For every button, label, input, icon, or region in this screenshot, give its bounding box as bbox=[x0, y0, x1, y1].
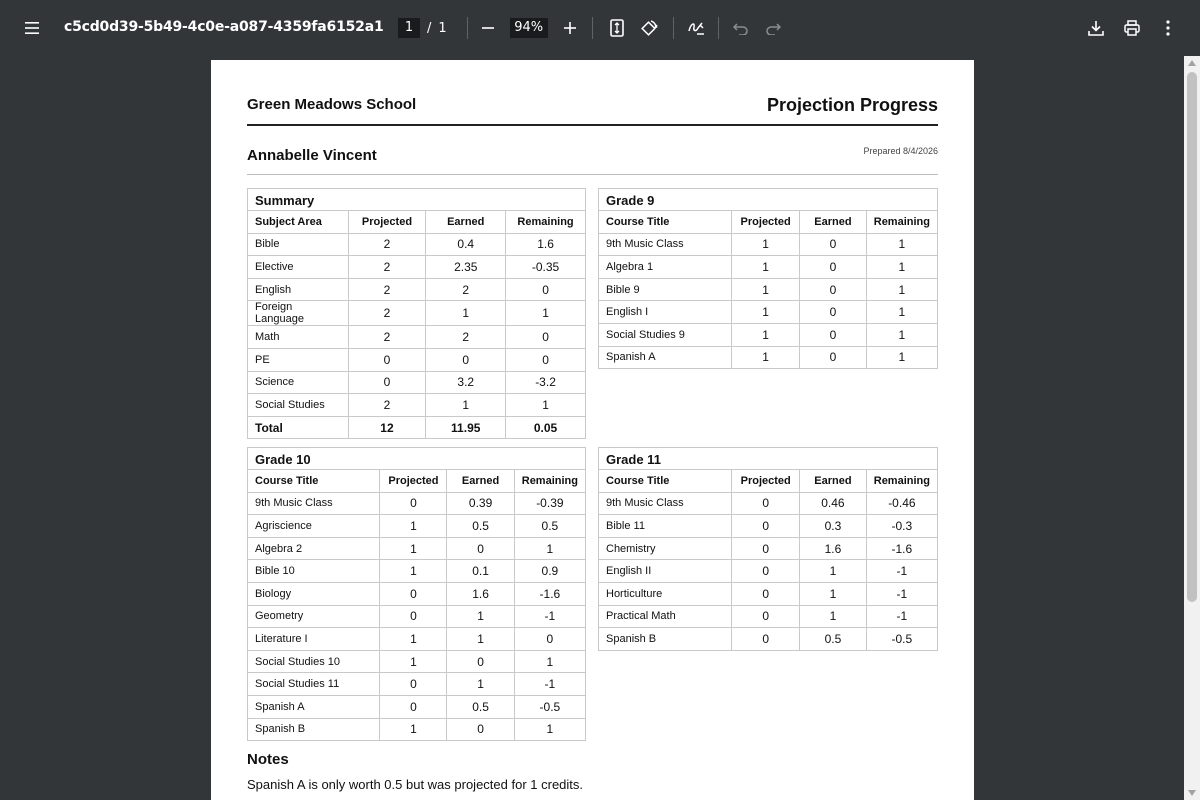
value-cell: 0 bbox=[800, 346, 867, 369]
row-label-cell: Spanish B bbox=[248, 718, 380, 741]
value-cell: 0 bbox=[800, 301, 867, 324]
table-caption: Grade 10 bbox=[247, 447, 586, 469]
value-cell: -1 bbox=[514, 673, 585, 696]
value-cell: 0 bbox=[447, 537, 514, 560]
value-cell: 1 bbox=[506, 301, 586, 326]
value-cell: 1 bbox=[380, 718, 447, 741]
document-title: c5cd0d39-5b49-4c0e-a087-4359fa6152a1 bbox=[64, 19, 384, 35]
row-label-cell: English I bbox=[599, 301, 732, 324]
value-cell: 0 bbox=[800, 233, 867, 256]
table-row bbox=[599, 346, 938, 369]
table-row bbox=[248, 582, 586, 605]
table-row bbox=[248, 256, 586, 279]
fit-page-icon[interactable] bbox=[605, 16, 629, 40]
zoom-in-icon[interactable] bbox=[558, 16, 582, 40]
value-cell: 1 bbox=[800, 605, 867, 628]
value-cell: 2 bbox=[348, 301, 426, 326]
row-label-cell: Agriscience bbox=[248, 515, 380, 538]
value-cell: 0 bbox=[800, 256, 867, 279]
table-row bbox=[248, 515, 586, 538]
value-cell: -1 bbox=[514, 605, 585, 628]
notes-heading: Notes bbox=[247, 751, 289, 768]
value-cell: 0.5 bbox=[447, 515, 514, 538]
table-row bbox=[248, 650, 586, 673]
row-label-cell: Elective bbox=[248, 256, 349, 279]
value-cell: 0 bbox=[348, 348, 426, 371]
value-cell: 0 bbox=[514, 628, 585, 651]
value-cell: 0 bbox=[426, 348, 506, 371]
value-cell: -0.5 bbox=[514, 695, 585, 718]
table-header-row bbox=[248, 211, 586, 234]
row-label-cell: Algebra 2 bbox=[248, 537, 380, 560]
value-cell: 0 bbox=[732, 628, 800, 651]
value-cell: 0 bbox=[380, 492, 447, 515]
table-row bbox=[599, 278, 938, 301]
value-cell: 0.4 bbox=[426, 233, 506, 256]
grade-9-table bbox=[598, 188, 938, 369]
redo-icon[interactable] bbox=[761, 16, 785, 40]
value-cell: 0 bbox=[800, 323, 867, 346]
column-header: Earned bbox=[800, 470, 867, 493]
column-header: Course Title bbox=[248, 470, 380, 493]
value-cell: 1 bbox=[732, 301, 800, 324]
value-cell: 2 bbox=[348, 233, 426, 256]
value-cell: 1.6 bbox=[447, 582, 514, 605]
value-cell: -1 bbox=[866, 560, 937, 583]
table-caption: Grade 11 bbox=[598, 447, 938, 469]
row-label-cell: 9th Music Class bbox=[248, 492, 380, 515]
value-cell: 0.46 bbox=[800, 492, 867, 515]
scroll-down-arrow-icon[interactable] bbox=[1188, 790, 1196, 796]
table-row bbox=[248, 605, 586, 628]
scrollbar-thumb[interactable] bbox=[1187, 72, 1197, 602]
value-cell: 1 bbox=[380, 515, 447, 538]
row-label-cell: Social Studies 10 bbox=[248, 650, 380, 673]
report-title: Projection Progress bbox=[766, 95, 938, 115]
value-cell: 0 bbox=[380, 673, 447, 696]
print-icon[interactable] bbox=[1120, 16, 1144, 40]
value-cell: 1 bbox=[514, 650, 585, 673]
value-cell: 0.3 bbox=[800, 515, 867, 538]
prepared-date: Prepared 8/4/2026 bbox=[863, 146, 938, 156]
value-cell: 1 bbox=[866, 233, 937, 256]
value-cell: 0.9 bbox=[514, 560, 585, 583]
value-cell: -1 bbox=[866, 582, 937, 605]
value-cell: 1 bbox=[514, 718, 585, 741]
column-header: Earned bbox=[800, 211, 867, 234]
table-row bbox=[599, 233, 938, 256]
value-cell: 1 bbox=[866, 278, 937, 301]
page-separator: / bbox=[427, 20, 432, 36]
value-cell: -0.3 bbox=[866, 515, 937, 538]
value-cell: 1 bbox=[426, 394, 506, 417]
value-cell: 1 bbox=[380, 560, 447, 583]
value-cell: 0.05 bbox=[506, 416, 586, 439]
page-controls bbox=[398, 0, 785, 56]
download-icon[interactable] bbox=[1084, 16, 1108, 40]
toolbar-divider bbox=[718, 17, 719, 39]
value-cell: 1 bbox=[514, 537, 585, 560]
table-row bbox=[248, 673, 586, 696]
column-header: Projected bbox=[380, 470, 447, 493]
table-row bbox=[248, 348, 586, 371]
value-cell: 0 bbox=[380, 695, 447, 718]
column-header: Remaining bbox=[866, 470, 937, 493]
row-label-cell: Social Studies bbox=[248, 394, 349, 417]
table-row bbox=[599, 492, 938, 515]
value-cell: 2 bbox=[348, 256, 426, 279]
row-label-cell: Practical Math bbox=[599, 605, 732, 628]
value-cell: 1 bbox=[732, 278, 800, 301]
column-header: Remaining bbox=[866, 211, 937, 234]
value-cell: 1 bbox=[380, 537, 447, 560]
value-cell: -0.35 bbox=[506, 256, 586, 279]
table-row bbox=[248, 695, 586, 718]
value-cell: -0.39 bbox=[514, 492, 585, 515]
student-name: Annabelle Vincent bbox=[247, 147, 377, 164]
column-header: Subject Area bbox=[248, 211, 349, 234]
value-cell: 1 bbox=[447, 673, 514, 696]
value-cell: 0 bbox=[447, 650, 514, 673]
value-cell: 1 bbox=[447, 605, 514, 628]
value-cell: 2 bbox=[348, 278, 426, 301]
notes-text: Spanish A is only worth 0.5 but was projected for 1 credits. bbox=[247, 777, 584, 792]
table-caption: Summary bbox=[247, 188, 586, 210]
value-cell: 0 bbox=[800, 278, 867, 301]
pdf-page bbox=[211, 60, 974, 800]
row-label-cell: Spanish A bbox=[248, 695, 380, 718]
value-cell: 0.5 bbox=[514, 515, 585, 538]
row-label-cell: Bible 11 bbox=[599, 515, 732, 538]
scroll-up-arrow-icon[interactable] bbox=[1188, 60, 1196, 66]
value-cell: 2 bbox=[348, 326, 426, 349]
row-label-cell: Social Studies 9 bbox=[599, 323, 732, 346]
row-label-cell: Total bbox=[248, 416, 349, 439]
row-label-cell: 9th Music Class bbox=[599, 492, 732, 515]
table-row bbox=[599, 605, 938, 628]
value-cell: 2 bbox=[426, 278, 506, 301]
value-cell: 1 bbox=[732, 256, 800, 279]
toolbar-right bbox=[1084, 16, 1180, 40]
column-header: Projected bbox=[348, 211, 426, 234]
row-label-cell: Spanish B bbox=[599, 628, 732, 651]
row-label-cell: Chemistry bbox=[599, 537, 732, 560]
row-label-cell: Science bbox=[248, 371, 349, 394]
table-row bbox=[248, 278, 586, 301]
row-label-cell: Horticulture bbox=[599, 582, 732, 605]
toolbar-divider bbox=[467, 17, 468, 39]
value-cell: 0 bbox=[380, 582, 447, 605]
value-cell: 0.5 bbox=[447, 695, 514, 718]
value-cell: 0 bbox=[732, 515, 800, 538]
value-cell: 0 bbox=[348, 371, 426, 394]
value-cell: 2.35 bbox=[426, 256, 506, 279]
toolbar-divider bbox=[592, 17, 593, 39]
summary-table bbox=[247, 188, 586, 439]
more-options-icon[interactable] bbox=[1156, 16, 1180, 40]
value-cell: 0 bbox=[447, 718, 514, 741]
row-label-cell: Bible bbox=[248, 233, 349, 256]
row-label-cell: Foreign Language bbox=[248, 301, 349, 326]
value-cell: 11.95 bbox=[426, 416, 506, 439]
value-cell: 1 bbox=[866, 323, 937, 346]
page-total: 1 bbox=[438, 20, 447, 36]
row-label-cell: English II bbox=[599, 560, 732, 583]
table-row bbox=[248, 628, 586, 651]
row-label-cell: Biology bbox=[248, 582, 380, 605]
value-cell: 0 bbox=[380, 605, 447, 628]
subheader-divider bbox=[247, 174, 938, 175]
value-cell: 0 bbox=[732, 537, 800, 560]
table-row bbox=[599, 256, 938, 279]
value-cell: 0 bbox=[732, 492, 800, 515]
table-row bbox=[248, 537, 586, 560]
column-header: Projected bbox=[732, 211, 800, 234]
table-row bbox=[248, 326, 586, 349]
table-row bbox=[248, 233, 586, 256]
value-cell: -1.6 bbox=[866, 537, 937, 560]
row-label-cell: Algebra 1 bbox=[599, 256, 732, 279]
row-label-cell: Spanish A bbox=[599, 346, 732, 369]
table-row bbox=[599, 301, 938, 324]
column-header: Earned bbox=[426, 211, 506, 234]
table-row bbox=[599, 582, 938, 605]
vertical-scrollbar[interactable] bbox=[1184, 56, 1200, 800]
zoom-out-icon[interactable] bbox=[476, 16, 500, 40]
value-cell: 0 bbox=[732, 582, 800, 605]
row-label-cell: Literature I bbox=[248, 628, 380, 651]
value-cell: 12 bbox=[348, 416, 426, 439]
row-label-cell: Geometry bbox=[248, 605, 380, 628]
school-name: Green Meadows School bbox=[247, 96, 417, 113]
rotate-icon[interactable] bbox=[637, 16, 661, 40]
value-cell: 1 bbox=[866, 346, 937, 369]
value-cell: 0.1 bbox=[447, 560, 514, 583]
table-row bbox=[248, 371, 586, 394]
row-label-cell: Math bbox=[248, 326, 349, 349]
toolbar-divider bbox=[673, 17, 674, 39]
value-cell: 0 bbox=[506, 348, 586, 371]
column-header: Projected bbox=[732, 470, 800, 493]
value-cell: 1 bbox=[380, 650, 447, 673]
value-cell: -1 bbox=[866, 605, 937, 628]
table-row bbox=[248, 301, 586, 326]
column-header: Remaining bbox=[514, 470, 585, 493]
column-header: Earned bbox=[447, 470, 514, 493]
column-header: Course Title bbox=[599, 211, 732, 234]
row-label-cell: PE bbox=[248, 348, 349, 371]
table-row bbox=[599, 628, 938, 651]
row-label-cell: Bible 10 bbox=[248, 560, 380, 583]
value-cell: 1.6 bbox=[506, 233, 586, 256]
row-label-cell: English bbox=[248, 278, 349, 301]
zoom-level-input[interactable]: 94% bbox=[510, 18, 548, 38]
grade-11-table bbox=[598, 447, 938, 651]
grade-10-table bbox=[247, 447, 586, 741]
value-cell: 1 bbox=[426, 301, 506, 326]
value-cell: -0.5 bbox=[866, 628, 937, 651]
table-header-row bbox=[599, 470, 938, 493]
table-row bbox=[248, 560, 586, 583]
column-header: Remaining bbox=[506, 211, 586, 234]
value-cell: 0.39 bbox=[447, 492, 514, 515]
undo-icon[interactable] bbox=[729, 16, 753, 40]
table-row bbox=[248, 492, 586, 515]
value-cell: 0 bbox=[732, 560, 800, 583]
value-cell: 1 bbox=[866, 301, 937, 324]
value-cell: 1 bbox=[732, 233, 800, 256]
row-label-cell: Social Studies 11 bbox=[248, 673, 380, 696]
value-cell: -3.2 bbox=[506, 371, 586, 394]
value-cell: 1 bbox=[380, 628, 447, 651]
value-cell: 1.6 bbox=[800, 537, 867, 560]
table-row bbox=[248, 718, 586, 741]
value-cell: 0 bbox=[506, 278, 586, 301]
value-cell: 1 bbox=[866, 256, 937, 279]
value-cell: 0 bbox=[506, 326, 586, 349]
table-header-row bbox=[248, 470, 586, 493]
value-cell: 1 bbox=[506, 394, 586, 417]
row-label-cell: Bible 9 bbox=[599, 278, 732, 301]
value-cell: 1 bbox=[447, 628, 514, 651]
table-header-row bbox=[599, 211, 938, 234]
value-cell: 2 bbox=[426, 326, 506, 349]
value-cell: 0 bbox=[732, 605, 800, 628]
value-cell: 1 bbox=[732, 346, 800, 369]
row-label-cell: 9th Music Class bbox=[599, 233, 732, 256]
total-row bbox=[248, 416, 586, 439]
column-header: Course Title bbox=[599, 470, 732, 493]
annotate-icon[interactable] bbox=[684, 16, 708, 40]
value-cell: -0.46 bbox=[866, 492, 937, 515]
value-cell: -1.6 bbox=[514, 582, 585, 605]
table-caption: Grade 9 bbox=[598, 188, 938, 210]
value-cell: 0.5 bbox=[800, 628, 867, 651]
table-row bbox=[599, 537, 938, 560]
page-number-input[interactable]: 1 bbox=[398, 18, 420, 38]
value-cell: 1 bbox=[732, 323, 800, 346]
table-row bbox=[248, 394, 586, 417]
table-row bbox=[599, 560, 938, 583]
value-cell: 1 bbox=[800, 560, 867, 583]
table-row bbox=[599, 323, 938, 346]
table-row bbox=[599, 515, 938, 538]
menu-icon[interactable] bbox=[20, 16, 44, 40]
header-divider bbox=[247, 124, 938, 126]
value-cell: 2 bbox=[348, 394, 426, 417]
value-cell: 1 bbox=[800, 582, 867, 605]
pdf-toolbar bbox=[0, 0, 1200, 56]
value-cell: 3.2 bbox=[426, 371, 506, 394]
